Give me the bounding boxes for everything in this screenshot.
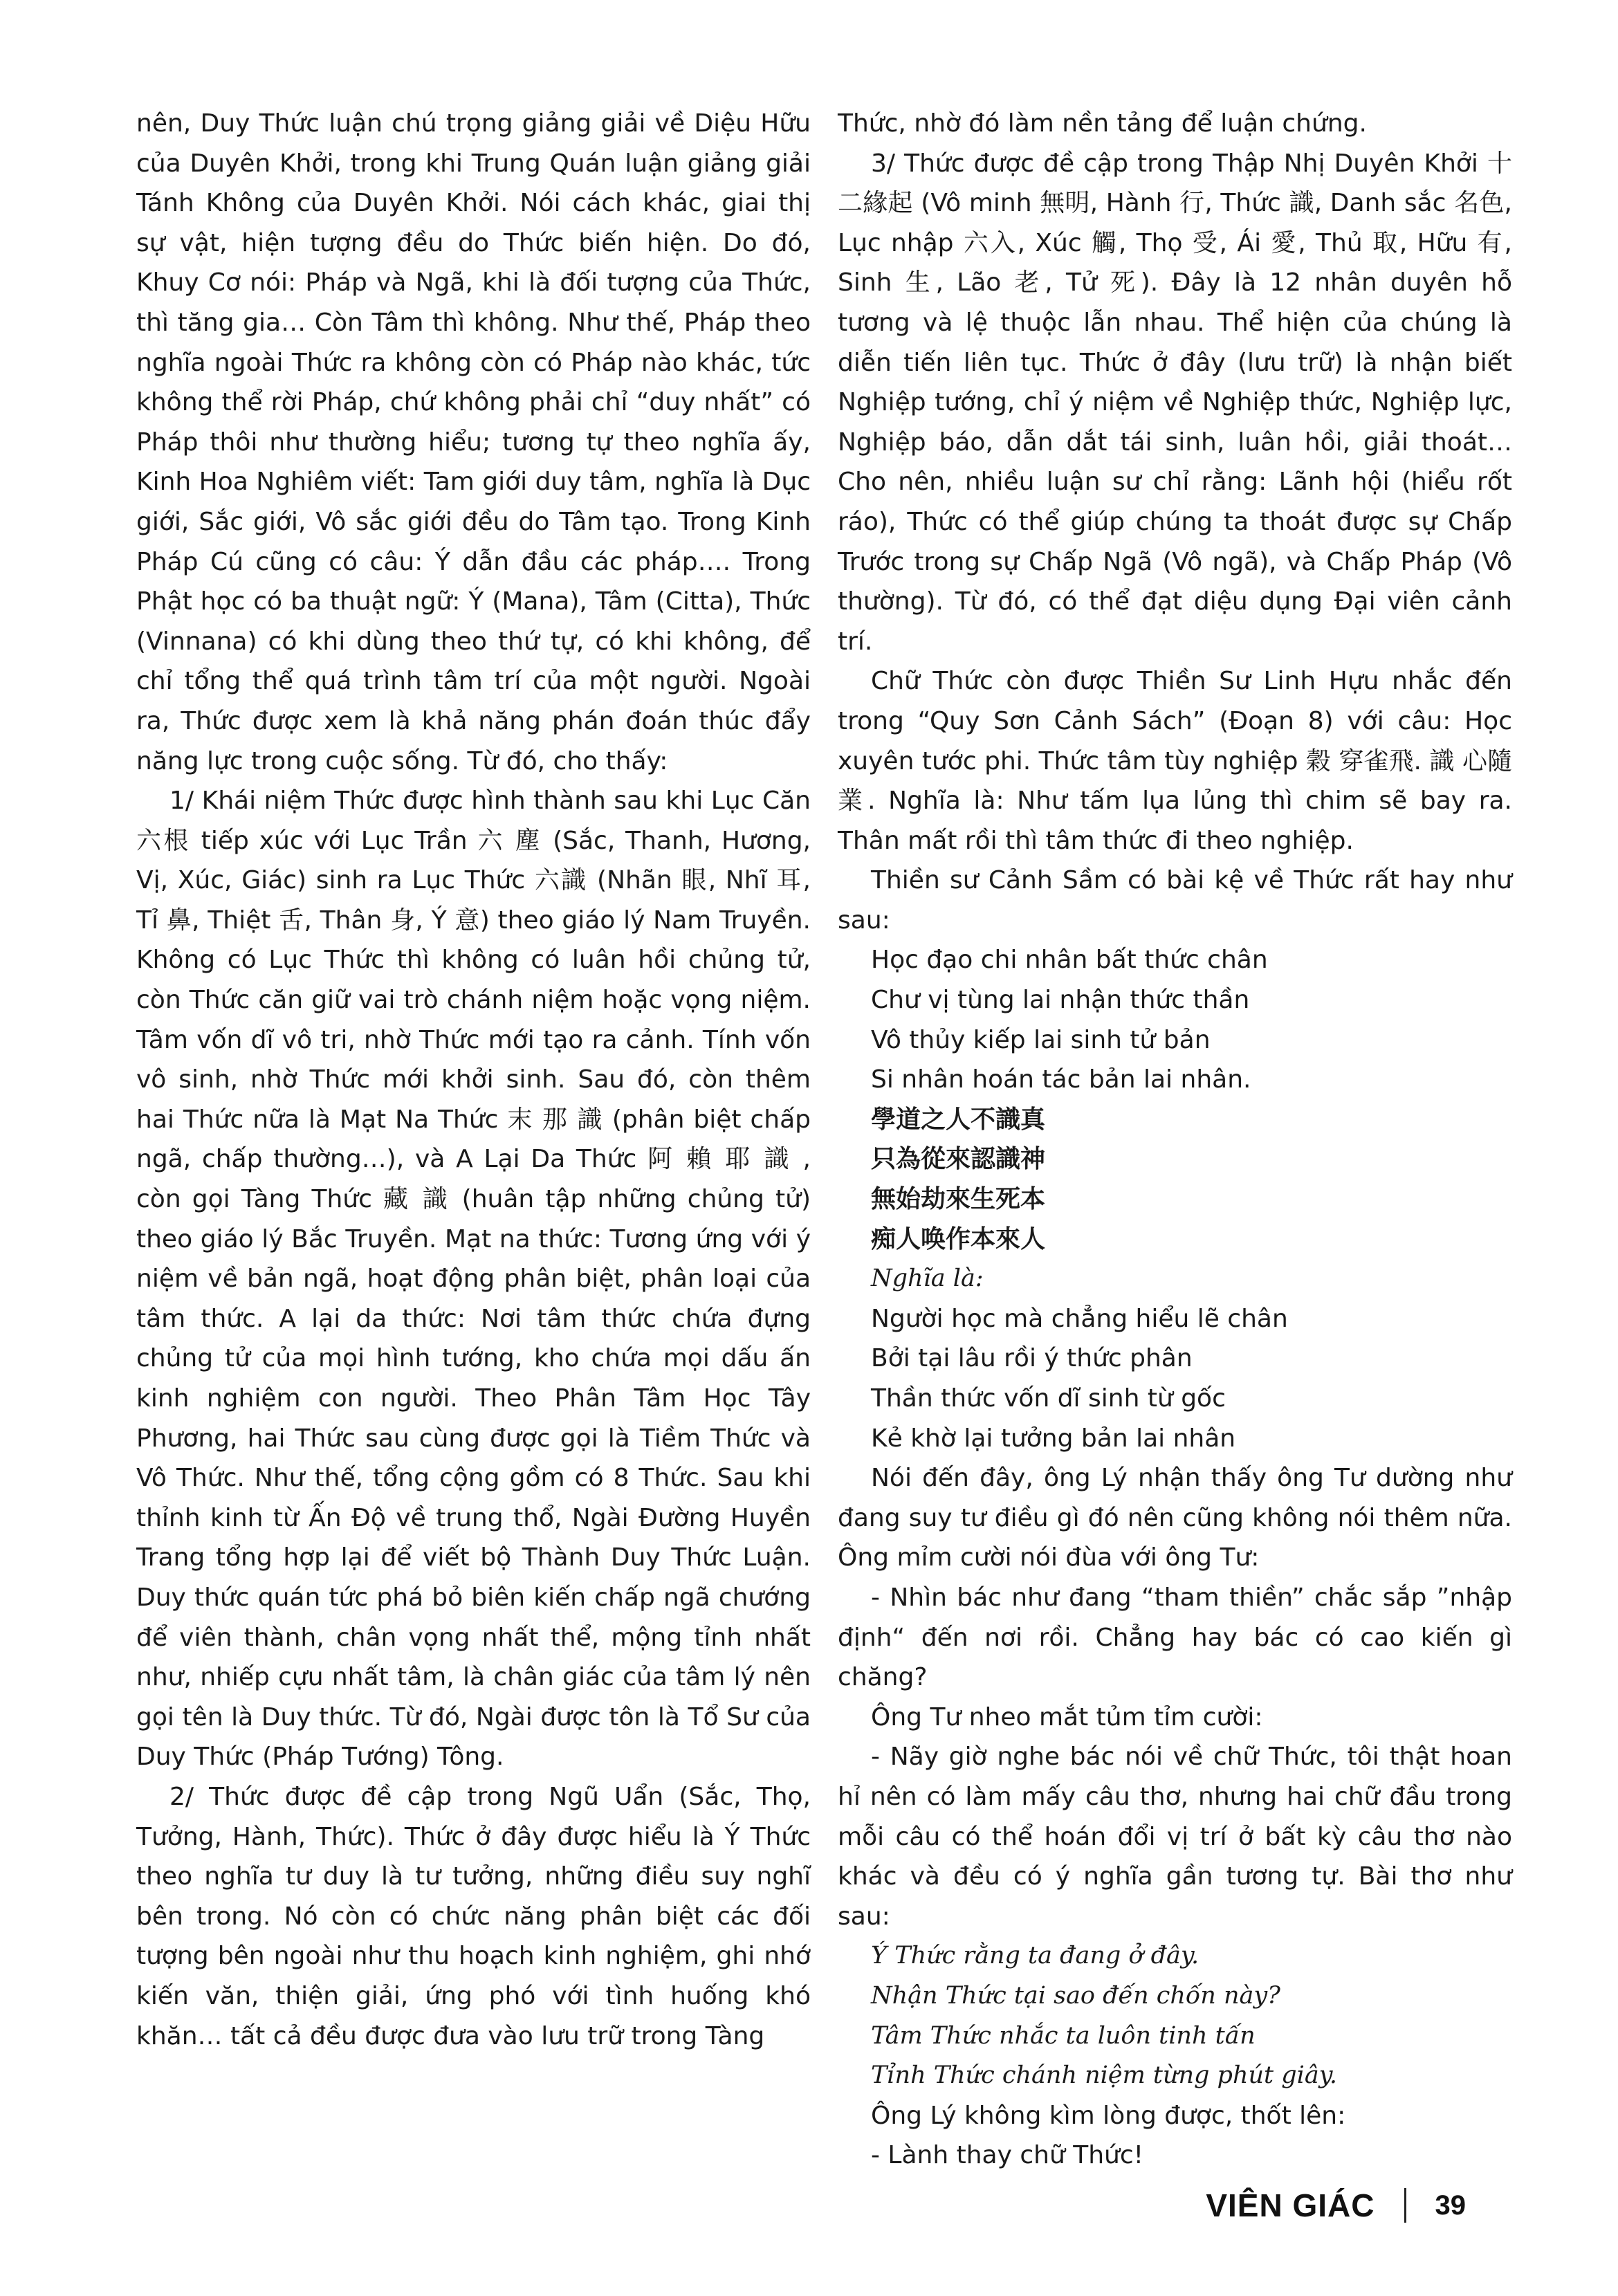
poem-line: Tâm Thức nhắc ta luôn tinh tấn (871, 2021, 1256, 2050)
poem-line: Người học mà chẳng hiểu lẽ chân (871, 1304, 1288, 1333)
paragraph: 2/ Thức được đề cập trong Ngũ Uẩn (Sắc, Thọ, Tưởng, Hành, Thức). Thức ở đây được hiểu là Ý Thức theo nghĩa tư duy là tư tưởng, những điều suy nghĩ bên trong. Nó còn có chức năng phân biệt các đối tượng bên ngoài như thu hoạch kinh nghiệm, ghi nhớ kiến văn, thiện giải, ứng phó với tình huống khó khăn… tất cả đều được đưa vào lưu trữ trong Tàng (136, 1782, 811, 2050)
poem-line: Tỉnh Thức chánh niệm từng phút giây. (871, 2061, 1337, 2090)
paragraph: Ông Lý không kìm lòng được, thốt lên: (871, 2101, 1346, 2130)
poem-line: Si nhân hoán tác bản lai nhân. (871, 1065, 1251, 1094)
left-column (136, 104, 811, 2056)
paragraph: Thức, nhờ đó làm nền tảng để luận chứng. (838, 109, 1367, 138)
paragraph: Nói đến đây, ông Lý nhận thấy ông Tư dường như đang suy tư điều gì đó nên cũng không nói thêm nữa. Ông mỉm cười nói đùa với ông Tư: (838, 1464, 1512, 1572)
meaning-label: Nghĩa là: (871, 1265, 984, 1293)
dialogue-line: - Nãy giờ nghe bác nói về chữ Thức, tôi thật hoan hỉ nên có làm mấy câu thơ, nhưng hai chữ đầu trong mỗi câu có thể hoán đổi vị trí ở bất kỳ câu thơ nào khác và đều có ý nghĩa gần tương tự. Bài thơ như sau: (838, 1743, 1512, 1931)
poem-vietnamese (838, 940, 1512, 1099)
poem-line-chinese: 痴人唤作本來人 (871, 1224, 1046, 1253)
paragraph: 3/ Thức được đề cập trong Thập Nhị Duyên Khởi 十二緣起 (Vô minh 無明, Hành 行, Thức 識, Danh sắc 名色, Lục nhập 六入, Xúc 觸, Thọ 受, Ái 愛, Thủ 取, Hữu 有, Sinh 生, Lão 老, Tử 死). Đây là 12 nhân duyên hỗ tương và lệ thuộc lẫn nhau. Thể hiện của chúng là diễn tiến liên tục. Thức ở đây (lưu trữ) là nhận biết Nghiệp tướng, chỉ ý niệm về Nghiệp thức, Nghiệp lực, Nghiệp báo, dẫn dắt tái sinh, luân hồi, giải thoát… Cho nên, nhiều luận sư chỉ rằng: Lãnh hội (hiểu rốt ráo), Thức có thể giúp chúng ta thoát được sự Chấp Trước trong sự Chấp Ngã (Vô ngã), và Chấp Pháp (Vô thường). Từ đó, có thể đạt diệu dụng Đại viên cảnh trí. (838, 149, 1512, 656)
poem-line: Học đạo chi nhân bất thức chân (871, 946, 1268, 975)
poem-thuc (838, 1936, 1512, 2095)
poem-line: Thần thức vốn dĩ sinh từ gốc (871, 1384, 1226, 1413)
page-footer (1206, 2185, 1466, 2226)
page-number: 39 (1435, 2189, 1466, 2221)
poem-line: Bởi tại lâu rồi ý thức phân (871, 1344, 1193, 1373)
poem-line-chinese: 只為從來認識神 (871, 1145, 1046, 1174)
magazine-name: VIÊN GIÁC (1206, 2187, 1375, 2223)
poem-line: Kẻ khờ lại tưởng bản lai nhân (871, 1424, 1236, 1453)
paragraph: 1/ Khái niệm Thức được hình thành sau khi Lục Căn 六根 tiếp xúc với Lục Trần 六 塵 (Sắc, Thanh, Hương, Vị, Xúc, Giác) sinh ra Lục Thức 六識 (Nhãn 眼, Nhĩ 耳, Tỉ 鼻, Thiệt 舌, Thân 身, Ý 意) theo giáo lý Nam Truyền. Không có Lục Thức thì không có luân hồi chủng tử, còn Thức căn giữ vai trò chánh niệm hoặc vọng niệm. Tâm vốn dĩ vô tri, nhờ Thức mới tạo ra cảnh. Tính vốn vô sinh, nhờ Thức mới khởi sinh. Sau đó, còn thêm hai Thức nữa là Mạt Na Thức 末 那 識 (phân biệt chấp ngã, chấp thường…), và A Lại Da Thức 阿 賴 耶 識 , còn gọi Tàng Thức 藏 識 (huân tập những chủng tử) theo giáo lý Bắc Truyền. Mạt na thức: Tương ứng với ý niệm về bản ngã, hoạt động phân biệt, phân loại của tâm thức. A lại da thức: Nơi tâm thức chứa đựng chủng tử của mọi hình tướng, kho chứa mọi dấu ấn kinh nghiệm con người. Theo Phân Tâm Học Tây Phương, hai Thức sau cùng được gọi là Tiềm Thức và Vô Thức. Như thế, tổng cộng gồm có 8 Thức. Sau khi thỉnh kinh từ Ấn Độ về trung thổ, Ngài Đường Huyền Trang tổng hợp lại để viết bộ Thành Duy Thức Luận. Duy thức quán tức phá bỏ biên kiến chấp ngã chướng để viên thành, chân vọng nhất thể, mộng tỉnh nhất như, nhiếp cựu nhất tâm, là chân giác của tâm lý nên gọi tên là Duy thức. Từ đó, Ngài được tôn là Tổ Sư của Duy Thức (Pháp Tướng) Tông. (136, 787, 811, 1772)
poem-line: Ý Thức rằng ta đang ở đây. (871, 1942, 1199, 1970)
poem-chinese (838, 1100, 1512, 1259)
paragraph: Ông Tư nheo mắt tủm tỉm cười: (871, 1702, 1263, 1732)
poem-line: Nhận Thức tại sao đến chốn này? (871, 1981, 1280, 2010)
paragraph: Chữ Thức còn được Thiền Sư Linh Hựu nhắc đến trong “Quy Sơn Cảnh Sách” (Đoạn 8) với câu: Học xuyên tước phi. Thức tâm tùy nghiệp 穀 穿雀飛. 識 心隨業. Nghĩa là: Như tấm lụa lủng thì chim sẽ bay ra. Thân mất rồi thì tâm thức đi theo nghiệp. (838, 667, 1512, 855)
dialogue-line: - Nhìn bác như đang “tham thiền” chắc sắp ”nhập định“ đến nơi rồi. Chẳng hay bác có cao kiến gì chăng? (838, 1583, 1512, 1692)
footer-divider (1404, 2188, 1406, 2223)
paragraph: Thiền sư Cảnh Sầm có bài kệ về Thức rất hay như sau: (838, 866, 1512, 935)
dialogue-line: - Lành thay chữ Thức! (871, 2141, 1144, 2170)
poem-line-chinese: 學道之人不識真 (871, 1105, 1046, 1134)
poem-line: Chư vị tùng lai nhận thức thần (871, 986, 1250, 1015)
right-column (838, 104, 1512, 2176)
poem-line-chinese: 無始劫來生死本 (871, 1185, 1046, 1214)
poem-line: Vô thủy kiếp lai sinh tử bản (871, 1025, 1211, 1054)
paragraph: nên, Duy Thức luận chú trọng giảng giải về Diệu Hữu của Duyên Khởi, trong khi Trung Quán luận giảng giải Tánh Không của Duyên Khởi. Nói cách khác, giai thị sự vật, hiện tượng đều do Thức biến hiện. Do đó, Khuy Cơ nói: Pháp và Ngã, khi là đối tượng của Thức, thì tăng gia… Còn Tâm thì không. Như thế, Pháp theo nghĩa ngoài Thức ra không còn có Pháp nào khác, tức không thể rời Pháp, chứ không phải chỉ “duy nhất” có Pháp thôi như thường hiểu; tương tự theo nghĩa ấy, Kinh Hoa Nghiêm viết: Tam giới duy tâm, nghĩa là Dục giới, Sắc giới, Vô sắc giới đều do Tâm tạo. Trong Kinh Pháp Cú cũng có câu: Ý dẫn đầu các pháp…. Trong Phật học có ba thuật ngữ: Ý (Mana), Tâm (Citta), Thức (Vinnana) có khi dùng theo thứ tự, có khi không, để chỉ tổng thể quá trình tâm trí của một người. Ngoài ra, Thức được xem là khả năng phán đoán thúc đẩy năng lực trong cuộc sống. Từ đó, cho thấy: (136, 109, 811, 775)
poem-meaning (838, 1299, 1512, 1458)
